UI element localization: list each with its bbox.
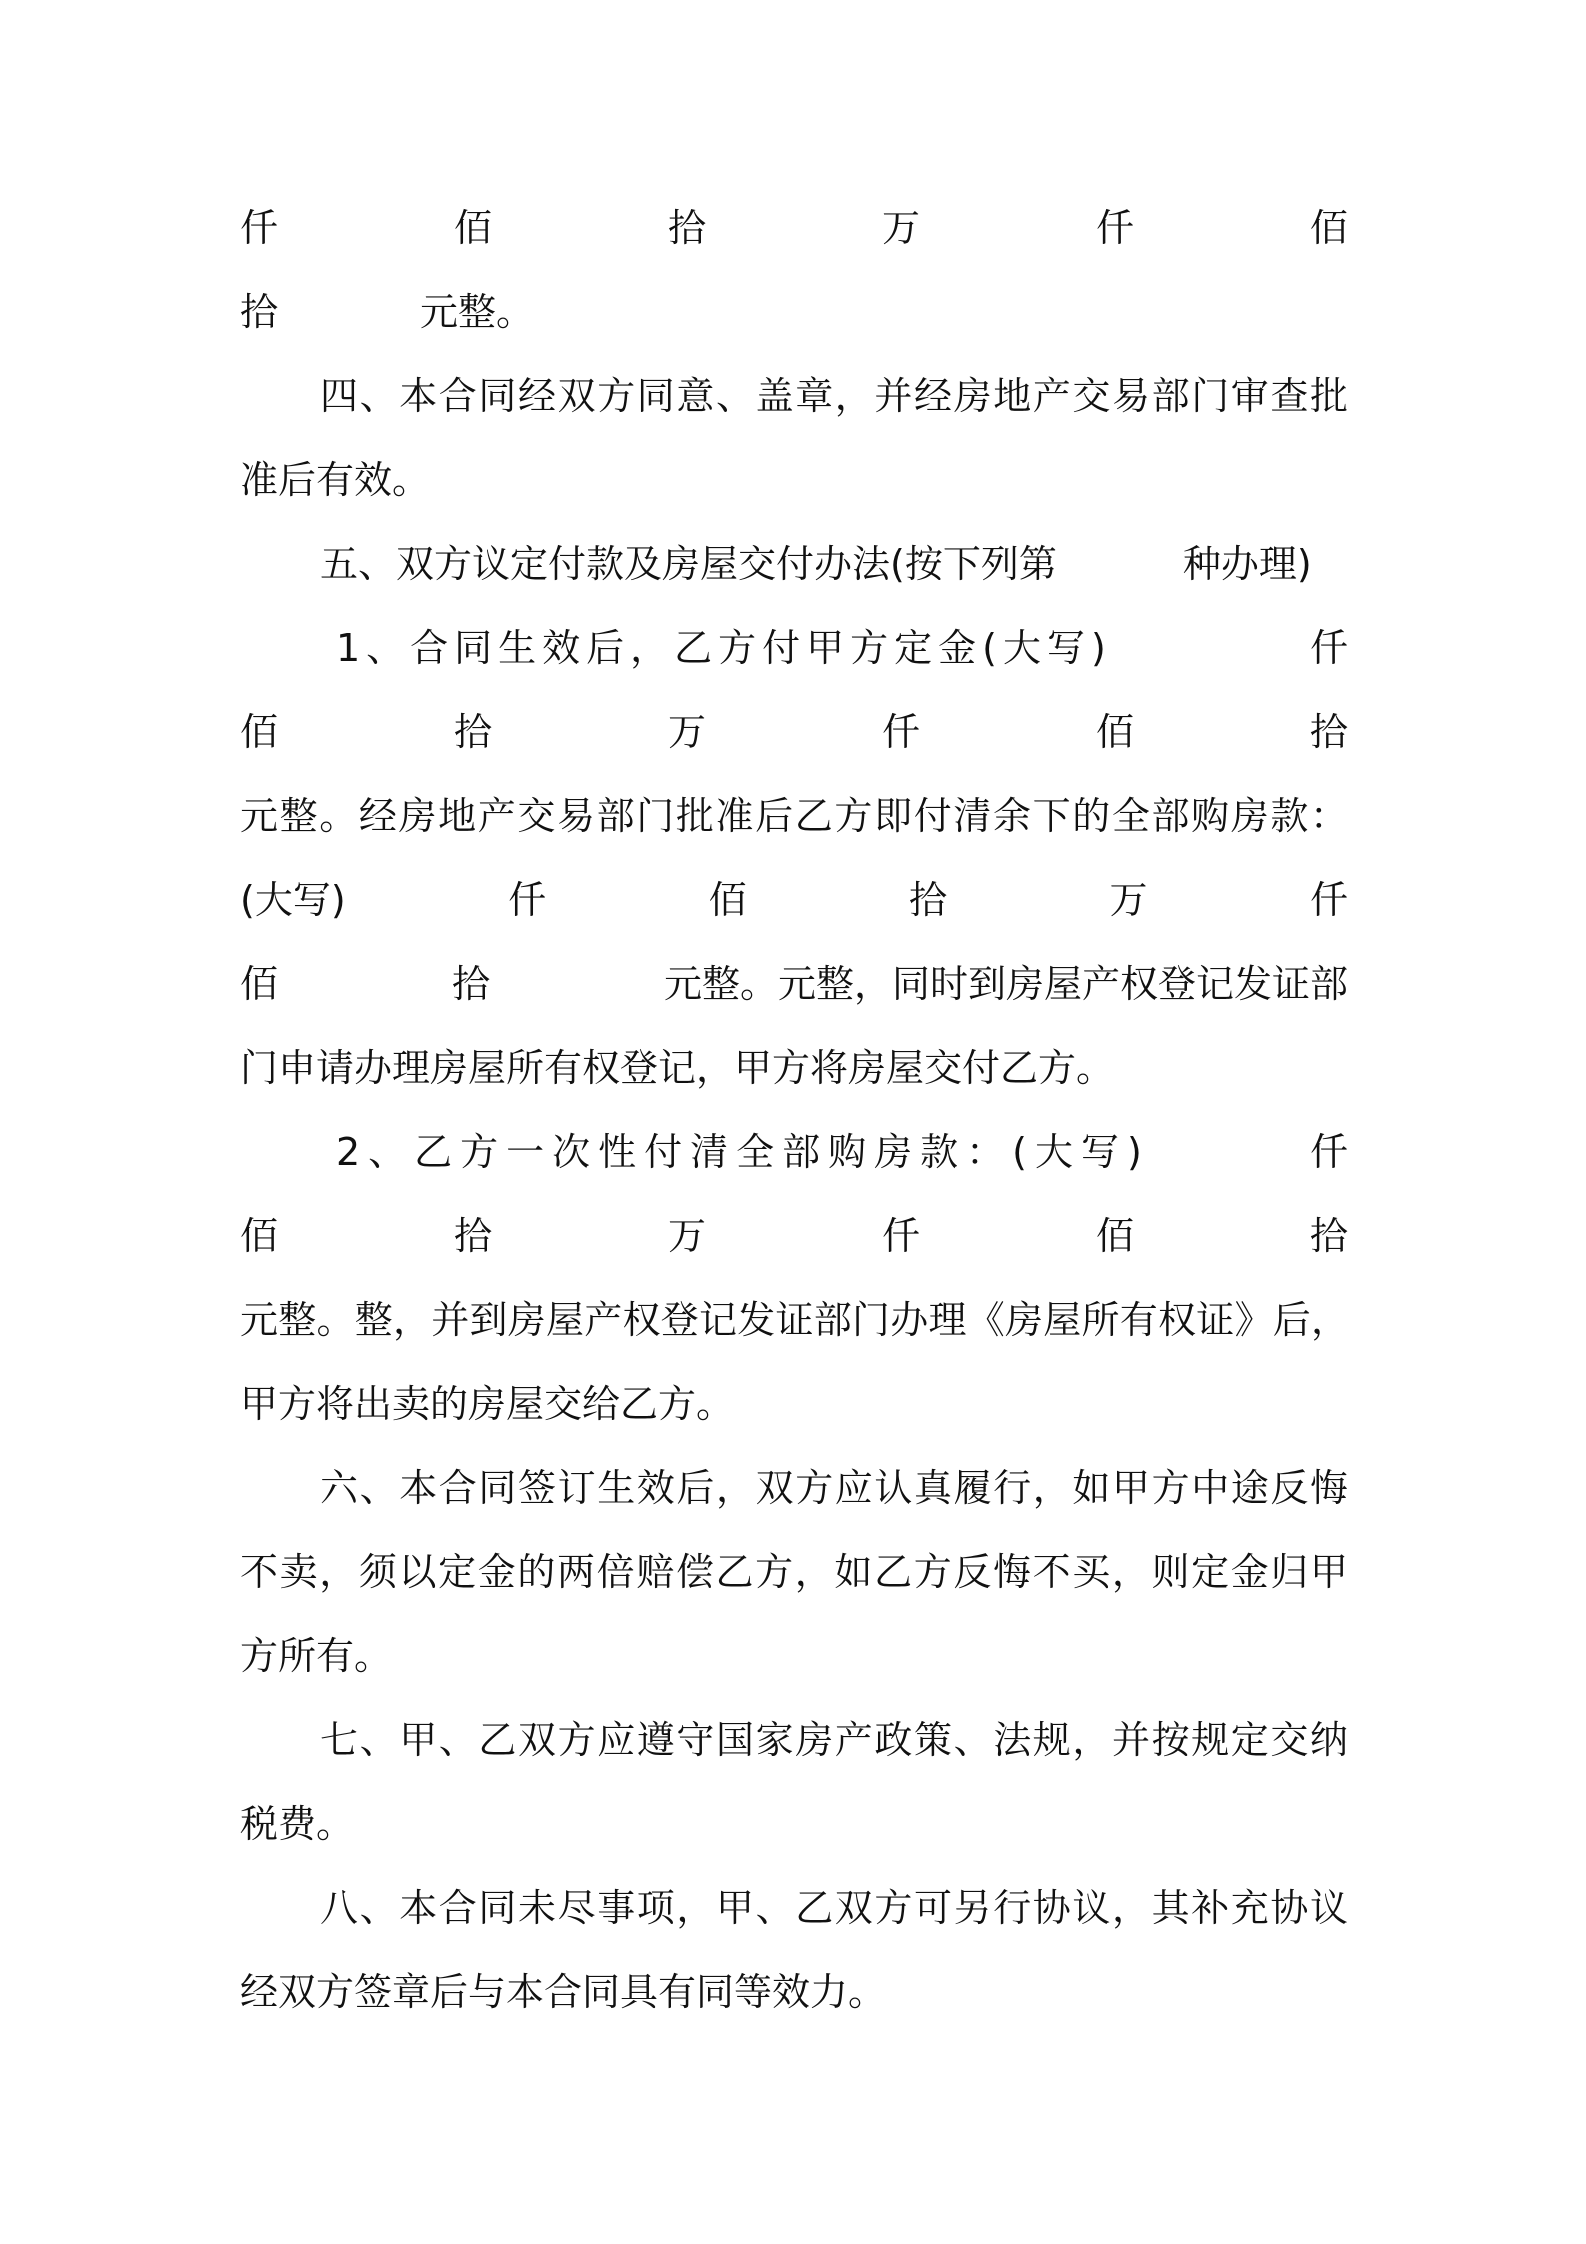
unit-word: 佰 [240,710,279,754]
clause-5-text: 种办理) [1182,542,1312,586]
clause-5-2-text: 2、乙方一次性付清全部购房款：(大写) [336,1130,1150,1174]
clause-5-line [320,522,1348,606]
unit-word: 仟 [240,206,279,250]
unit-word: 佰 [453,206,492,250]
unit-word: 拾 [667,206,706,250]
amount-prefix: (大写) [240,878,346,922]
unit-word: 佰 [708,878,747,922]
amount-blank-row [240,858,1348,942]
clause-6-line: 六、本合同签订生效后，双方应认真履行，如甲方中途反悔 [320,1466,1348,1510]
amount-ending: 元整。 [420,290,535,334]
amount-end-row [240,270,1348,354]
unit-word: 佰 [1095,710,1134,754]
unit-word: 拾 [1309,710,1348,754]
amount-blank-row [240,186,1348,270]
unit-word: 仟 [1309,626,1348,670]
unit-word: 仟 [508,878,547,922]
unit-word: 仟 [881,1214,920,1258]
amount-blank-row [240,690,1348,774]
unit-word: 仟 [1309,878,1348,922]
unit-word: 万 [1109,878,1148,922]
unit-word: 拾 [1309,1214,1348,1258]
unit-word: 佰 [1095,1214,1134,1258]
unit-word: 万 [667,710,706,754]
unit-word: 拾 [453,1214,492,1258]
unit-word: 拾 [453,710,492,754]
unit-word: 仟 [1309,1130,1348,1174]
unit-word: 万 [667,1214,706,1258]
clause-5-2-line: 甲方将出卖的房屋交给乙方。 [240,1382,735,1426]
unit-word: 佰 [240,1214,279,1258]
clause-5-2-line [336,1110,1348,1194]
unit-word: 佰 [240,962,279,1006]
clause-5-1-line: 元整。经房地产交易部门批准后乙方即付清余下的全部购房款： [240,794,1348,838]
unit-word: 拾 [451,962,490,1006]
amount-blank-row [240,1194,1348,1278]
unit-word: 仟 [1095,206,1134,250]
clause-5-1-text: 元整。元整，同时到房屋产权登记发证部 [663,962,1348,1006]
clause-5-1-line [240,942,1348,1026]
unit-word: 万 [881,206,920,250]
clause-7-line: 七、甲、乙双方应遵守国家房产政策、法规，并按规定交纳 [320,1718,1348,1762]
clause-5-1-line: 门申请办理房屋所有权登记，甲方将房屋交付乙方。 [240,1046,1115,1090]
unit-word: 仟 [881,710,920,754]
clause-5-text: 五、双方议定付款及房屋交付办法(按下列第 [320,542,1057,586]
unit-word: 拾 [909,878,948,922]
clause-6-line: 方所有。 [240,1634,393,1678]
clause-7-line: 税费。 [240,1802,355,1846]
clause-4-line: 准后有效。 [240,458,431,502]
clause-8-line: 经双方签章后与本合同具有同等效力。 [240,1970,887,2014]
unit-word: 佰 [1309,206,1348,250]
clause-5-1-text: 1、合同生效后，乙方付甲方定金(大写) [336,626,1112,670]
clause-5-1-line [336,606,1348,690]
clause-6-line: 不卖，须以定金的两倍赔偿乙方，如乙方反悔不买，则定金归甲 [240,1550,1348,1594]
clause-5-2-line: 元整。整，并到房屋产权登记发证部门办理《房屋所有权证》后， [240,1298,1348,1342]
clause-4-line: 四、本合同经双方同意、盖章，并经房地产交易部门审查批 [320,374,1348,418]
unit-word: 拾 [240,290,279,334]
clause-8-line: 八、本合同未尽事项，甲、乙双方可另行协议，其补充协议 [320,1886,1348,1930]
